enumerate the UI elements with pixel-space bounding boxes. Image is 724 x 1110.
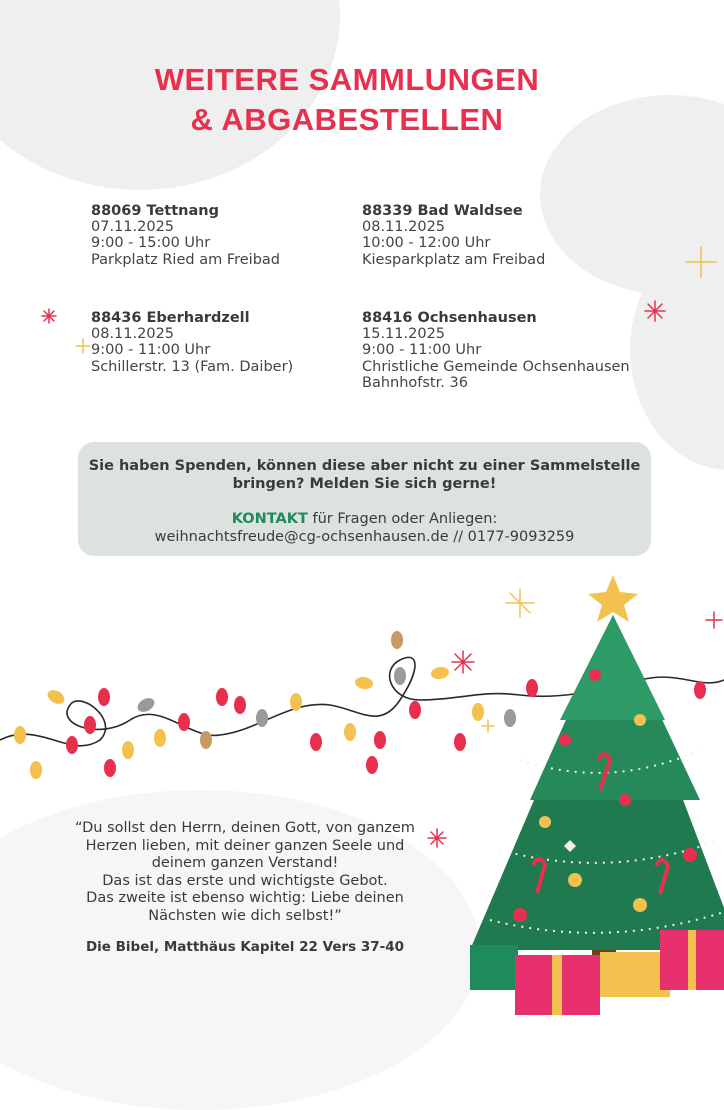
callout-contact <box>78 510 651 546</box>
location-bad-waldsee <box>362 203 545 268</box>
location-place: Kiesparkplatz am Freibad <box>362 251 546 268</box>
location-city: 88436 Eberhardzell <box>91 310 250 326</box>
quote-line: Das ist das erste und wichtigste Gebot. <box>102 872 388 889</box>
location-date: 07.11.2025 <box>91 219 175 236</box>
christmas-tree <box>470 575 724 965</box>
quote-line: Herzen lieben, mit deiner ganzen Seele und <box>85 837 405 854</box>
page-title-line-2: & ABGABESTELLEN <box>190 102 504 137</box>
location-city: 88416 Ochsenhausen <box>362 310 537 326</box>
location-city: 88069 Tettnang <box>91 203 219 219</box>
location-date: 08.11.2025 <box>91 326 175 343</box>
location-tettnang <box>91 203 280 268</box>
location-place: Schillerstr. 13 (Fam. Daiber) <box>91 358 294 375</box>
contact-text: für Fragen oder Anliegen: <box>307 511 498 527</box>
quote-source: Die Bibel, Matthäus Kapitel 22 Vers 37-40 <box>85 939 405 955</box>
contact-keyword: KONTAKT <box>231 511 308 527</box>
contact-details: weihnachtsfreude@cg-ochsenhausen.de // 0177-9093259 <box>154 529 575 545</box>
quote-line: Nächsten wie dich selbst!” <box>148 907 342 924</box>
callout-question <box>78 457 651 493</box>
location-place: Parkplatz Ried am Freibad <box>91 251 280 268</box>
location-time: 9:00 - 11:00 Uhr <box>91 342 211 359</box>
location-time: 9:00 - 15:00 Uhr <box>91 235 211 252</box>
page-title <box>0 60 694 140</box>
location-date: 08.11.2025 <box>362 219 446 236</box>
location-place-line-2: Bahnhofstr. 36 <box>362 374 468 391</box>
quote-line: “Du sollst den Herrn, deinen Gott, von ganzem <box>75 820 415 836</box>
contact-callout <box>78 442 651 556</box>
location-ochsenhausen <box>362 310 630 391</box>
bible-quote <box>40 820 450 926</box>
location-city: 88339 Bad Waldsee <box>362 203 523 219</box>
quote-line: Das zweite ist ebenso wichtig: Liebe deinen <box>86 890 404 907</box>
callout-question-line-2: bringen? Melden Sie sich gerne! <box>232 476 497 492</box>
quote-line: deinem ganzen Verstand! <box>151 855 339 872</box>
location-place: Christliche Gemeinde Ochsenhausen <box>362 358 630 375</box>
location-eberhardzell <box>91 310 293 375</box>
location-time: 9:00 - 11:00 Uhr <box>362 342 482 359</box>
page-title-line-1: WEITERE SAMMLUNGEN <box>154 62 540 97</box>
callout-question-line-1: Sie haben Spenden, können diese aber nicht zu einer Sammelstelle <box>88 458 641 474</box>
location-time: 10:00 - 12:00 Uhr <box>362 235 491 252</box>
location-date: 15.11.2025 <box>362 326 446 343</box>
